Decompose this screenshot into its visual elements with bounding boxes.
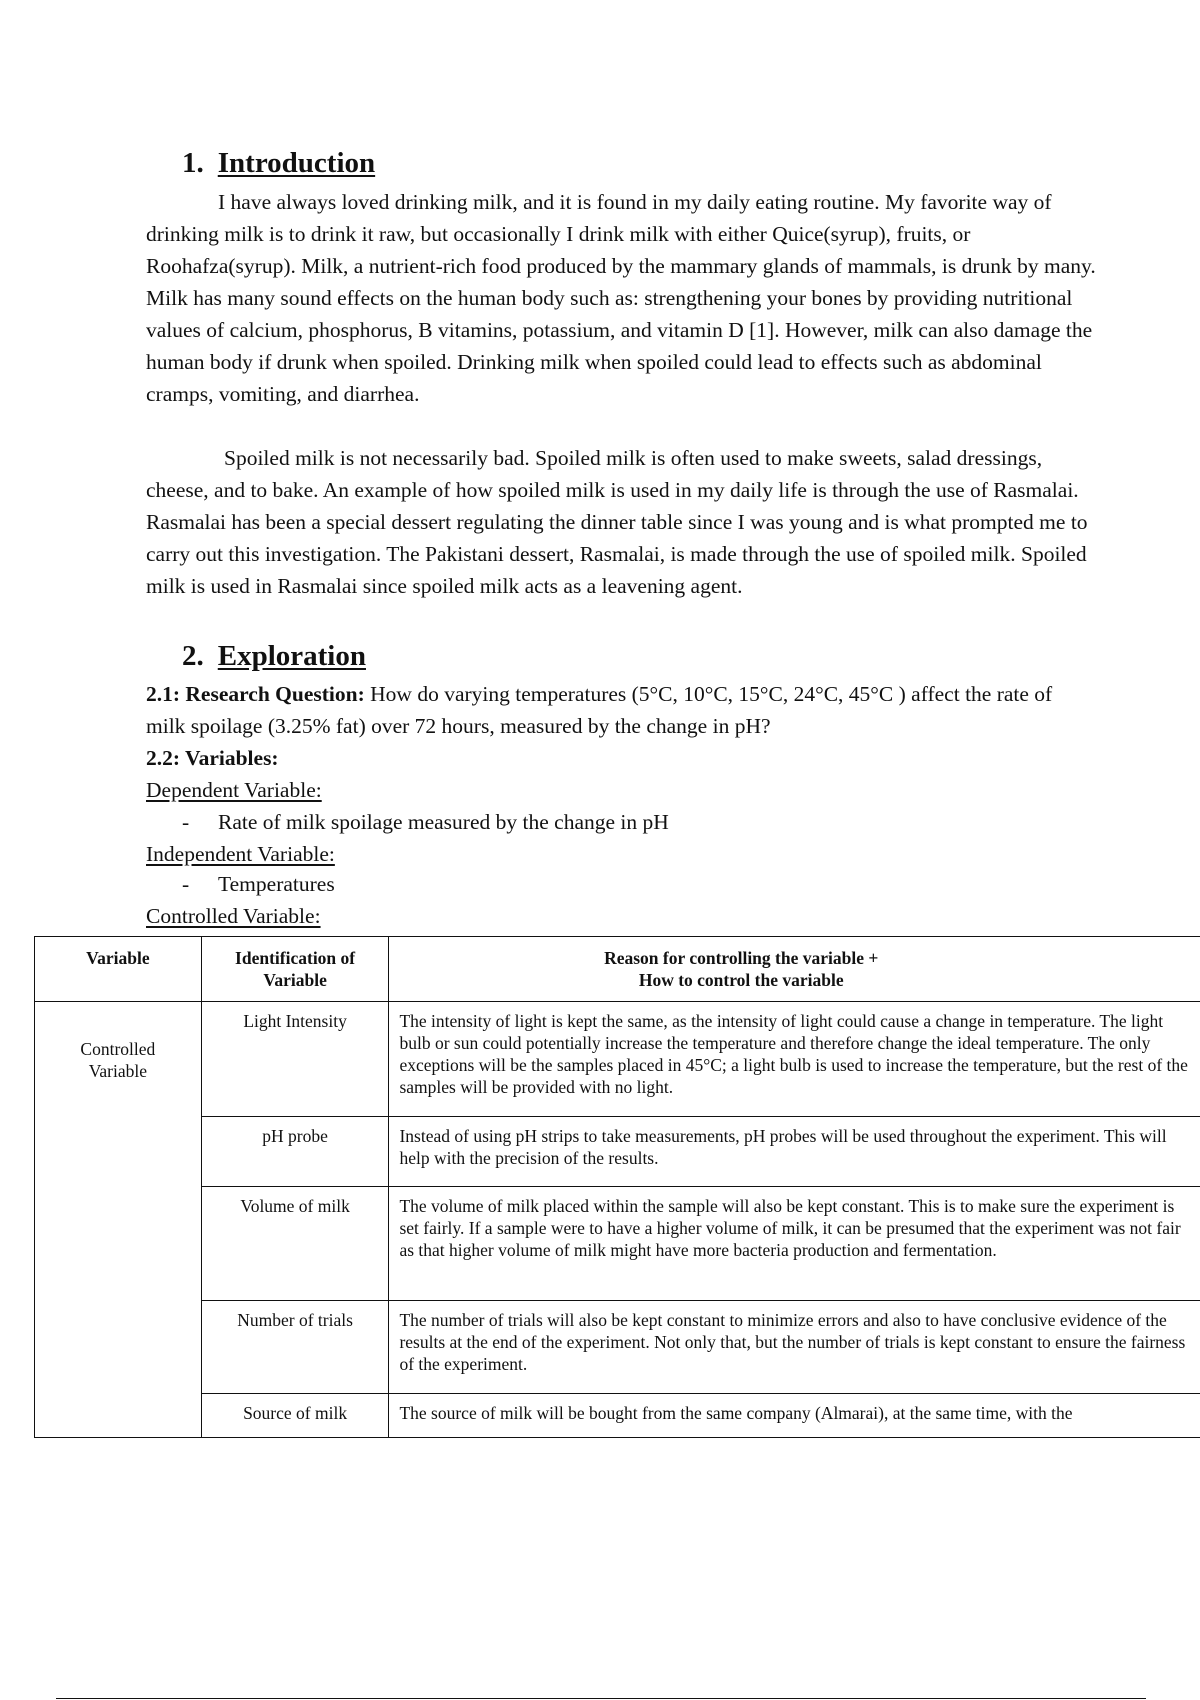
research-question-text: How do varying temperatures (5°C, 10°C, 15°C, 24°C, 45°C ) affect the rate of milk spoilage (3.25% fat) over 72 hours, measured by the change in pH? xyxy=(146,682,1053,738)
header-reason-line2: How to control the variable xyxy=(638,970,844,990)
controlled-variable-label: Controlled Variable: xyxy=(146,904,321,928)
table-row xyxy=(35,1301,1200,1394)
bullet-dash: - xyxy=(182,810,190,834)
footer-divider xyxy=(56,1698,1146,1699)
variables-label: 2.2: Variables: xyxy=(146,746,279,770)
dependent-variable-text: Rate of milk spoilage measured by the change in pH xyxy=(218,810,669,834)
variable-name-cell: Volume of milk xyxy=(201,1187,389,1301)
independent-variable-text: Temperatures xyxy=(218,872,335,896)
dependent-variable-item xyxy=(182,806,669,838)
table-row xyxy=(35,1002,1200,1117)
table-header-row xyxy=(35,937,1200,1002)
header-identification xyxy=(201,937,389,1002)
category-cell xyxy=(35,1002,202,1438)
variable-name-cell: Number of trials xyxy=(201,1301,389,1394)
introduction-heading xyxy=(182,146,375,180)
research-question xyxy=(146,678,1096,742)
exploration-heading xyxy=(182,639,366,673)
introduction-title: Introduction xyxy=(217,147,376,179)
dependent-variable-label: Dependent Variable: xyxy=(146,778,322,802)
introduction-paragraph-1: I have always loved drinking milk, and it is found in my daily eating routine. My favorite way of drinking milk is to drink it raw, but occasionally I drink milk with either Quice(syrup), fruits, or Roohafza(syrup). Milk, a nutrient-rich food produced by the mammary glands of mammals, is drunk by many. Milk has many sound effects on the human body such as: strengthening your bones by providing nutritional values of calcium, phosphorus, B vitamins, potassium, and vitamin D [1]. However, milk can also damage the human body if drunk when spoiled. Drinking milk when spoiled could lead to effects such as abdominal cramps, vomiting, and diarrhea. xyxy=(146,190,1096,406)
exploration-title: Exploration xyxy=(217,640,366,672)
reason-cell: Instead of using pH strips to take measurements, pH probes will be used throughout the experiment. This will help with the precision of the results. xyxy=(389,1117,1200,1187)
header-identification-line1: Identification of xyxy=(235,948,356,968)
variable-name-cell: Source of milk xyxy=(201,1394,389,1438)
header-reason-line1: Reason for controlling the variable + xyxy=(604,948,879,968)
bullet-dash: - xyxy=(182,872,190,896)
reason-cell: The intensity of light is kept the same, as the intensity of light could cause a change in temperature. The light bulb or sun could potentially increase the temperature and therefore change the ideal temperature. The only exceptions will be the samples placed in 45°C; a light bulb is used to increase the temperature, but the rest of the samples will be provided with no light. xyxy=(389,1002,1200,1117)
category-line2: Variable xyxy=(88,1061,148,1081)
reason-cell: The volume of milk placed within the sample will also be kept constant. This is to make sure the experiment is set fairly. If a sample were to have a higher volume of milk, it can be presumed that the experiment was not fair as that higher volume of milk might have more bacteria production and fermentation. xyxy=(389,1187,1200,1301)
table-row xyxy=(35,1394,1200,1438)
variable-name-cell: Light Intensity xyxy=(201,1002,389,1117)
table-row xyxy=(35,1187,1200,1301)
research-question-label: 2.1: Research Question: xyxy=(146,682,365,706)
header-identification-line2: Variable xyxy=(263,970,327,990)
exploration-number: 2. xyxy=(182,640,204,672)
reason-cell: The source of milk will be bought from the same company (Almarai), at the same time, with the xyxy=(389,1394,1200,1438)
header-variable: Variable xyxy=(35,937,202,1002)
variable-name-cell: pH probe xyxy=(201,1117,389,1187)
controlled-variables-table xyxy=(34,936,1200,1438)
table-row xyxy=(35,1117,1200,1187)
reason-cell: The number of trials will also be kept constant to minimize errors and also to have conclusive evidence of the results at the end of the experiment. Not only that, but the number of trials is kept constant to ensure the fairness of the experiment. xyxy=(389,1301,1200,1394)
header-reason xyxy=(389,937,1200,1002)
independent-variable-item xyxy=(182,868,335,900)
category-line1: Controlled xyxy=(80,1039,156,1059)
independent-variable-label: Independent Variable: xyxy=(146,842,335,866)
introduction-number: 1. xyxy=(182,147,204,179)
introduction-paragraph-2: Spoiled milk is not necessarily bad. Spoiled milk is often used to make sweets, salad dressings, cheese, and to bake. An example of how spoiled milk is used in my daily life is through the use of Rasmalai. Rasmalai has been a special dessert regulating the dinner table since I was young and is what prompted me to carry out this investigation. The Pakistani dessert, Rasmalai, is made through the use of spoiled milk. Spoiled milk is used in Rasmalai since spoiled milk acts as a leavening agent. xyxy=(146,446,1088,598)
